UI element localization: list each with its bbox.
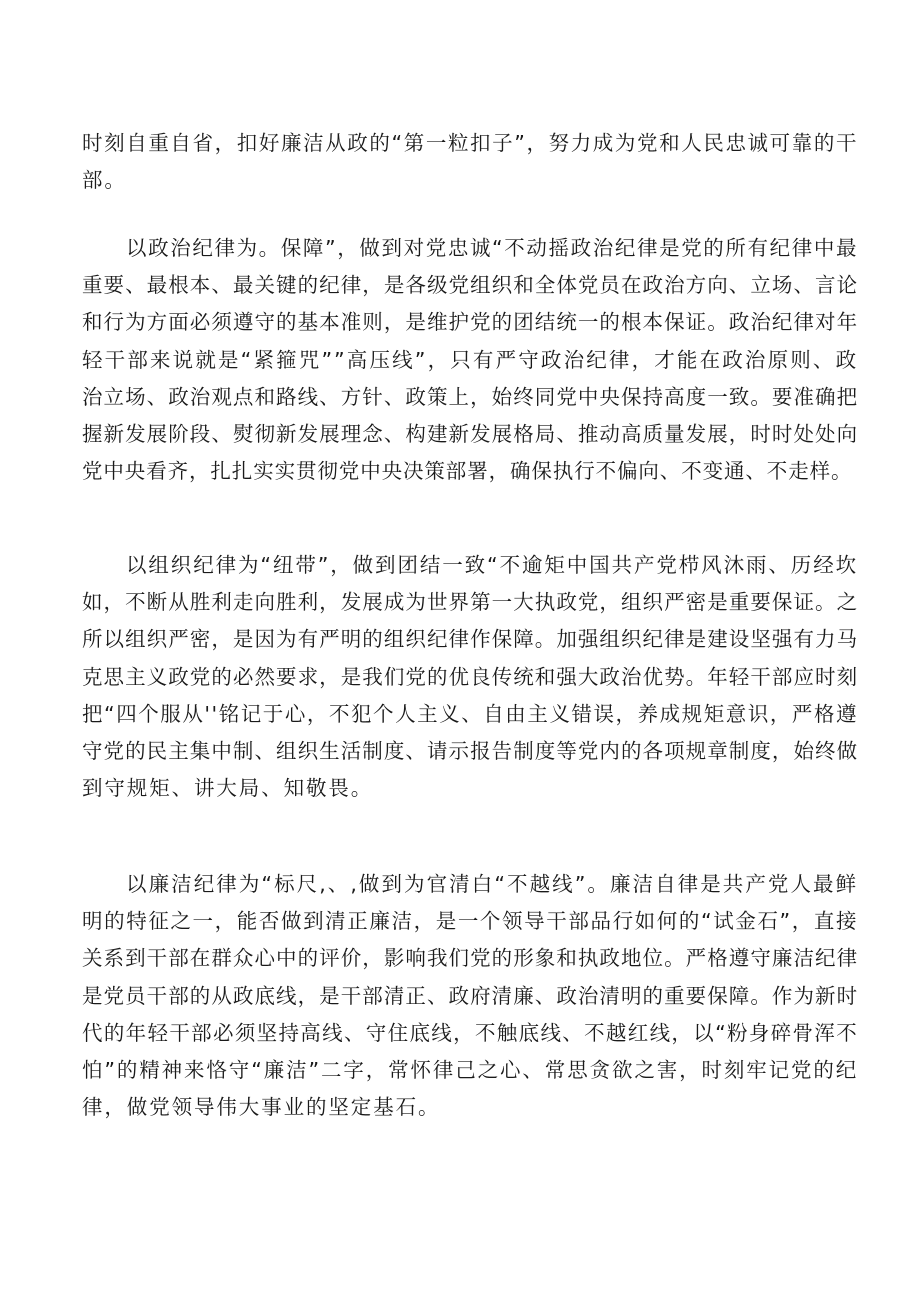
text-line: 怕”的精神来恪守“廉洁”二字，常怀律己之心、常思贪欲之害，时刻牢记党的纪 [82, 1058, 858, 1083]
text-line: 和行为方面必须遵守的基本准则，是维护党的团结统一的根本保证。政治纪律对年 [82, 310, 858, 335]
text-line: 代的年轻干部必须坚持高线、守住底线，不触底线、不越红线，以“粉身碎骨浑不 [82, 1020, 858, 1045]
text-line: 明的特征之一，能否做到清正廉洁，是一个领导干部品行如何的“试金石”，直接 [82, 909, 858, 934]
text-line: 以政治纪律为。保障”，做到对党忠诚“不动摇政治纪律是党的所有纪律中最 [126, 236, 858, 260]
paragraph-continuation [82, 125, 858, 199]
paragraph-integrity-discipline [82, 866, 858, 1126]
text-line: 握新发展阶段、熨彻新发展理念、构建新发展格局、推动高质量发展，时时处处向 [82, 422, 858, 447]
text-line: 以组织纪律为“纽带”，做到团结一致“不逾矩中国共产党栉风沐雨、历经坎 [126, 553, 858, 577]
paragraph-organizational-discipline [82, 547, 858, 807]
text-line: 如，不断从胜利走向胜利，发展成为世界第一大执政党，组织严密是重要保证。之 [82, 590, 858, 615]
text-line: 治立场、政治观点和路线、方针、政策上，始终同党中央保持高度一致。要准确把 [82, 384, 858, 409]
text-line: 把“四个服从''铭记于心，不犯个人主义、自由主义错误，养成规矩意识，严格遵 [82, 701, 858, 726]
text-line: 律，做党领导伟大事业的坚定基石。 [82, 1095, 441, 1120]
text-line: 党中央看齐，扎扎实实贯彻党中央决策部署，确保执行不偏向、不变通、不走样。 [82, 459, 853, 484]
text-line: 守党的民主集中制、组织生活制度、请示报告制度等党内的各项规章制度，始终做 [82, 739, 858, 764]
text-line: 以廉洁纪律为“标尺,、,做到为官清白“不越线”。廉洁自律是共产党人最鲜 [126, 872, 858, 896]
text-line: 关系到干部在群众心中的评价，影响我们党的形象和执政地位。严格遵守廉洁纪律 [82, 946, 858, 971]
text-line: 重要、最根本、最关键的纪律，是各级党组织和全体党员在政治方向、立场、言论 [82, 273, 858, 298]
text-line: 部。 [82, 168, 127, 193]
text-line: 到守规矩、讲大局、知敬畏。 [82, 776, 374, 801]
text-line: 轻干部来说就是“紧箍咒””高压线”，只有严守政治纪律，才能在政治原则、政 [82, 347, 858, 372]
text-line: 所以组织严密，是因为有严明的组织纪律作保障。加强组织纪律是建设坚强有力马 [82, 627, 858, 652]
text-line: 时刻自重自省，扣好廉洁从政的“第一粒扣子”，努力成为党和人民忠诚可靠的干 [82, 131, 858, 155]
paragraph-political-discipline [82, 230, 858, 490]
text-line: 克思主义政党的必然要求，是我们党的优良传统和强大政治优势。年轻干部应时刻 [82, 664, 858, 689]
text-line: 是党员干部的从政底线，是干部清正、政府清廉、政治清明的重要保障。作为新时 [82, 983, 858, 1008]
